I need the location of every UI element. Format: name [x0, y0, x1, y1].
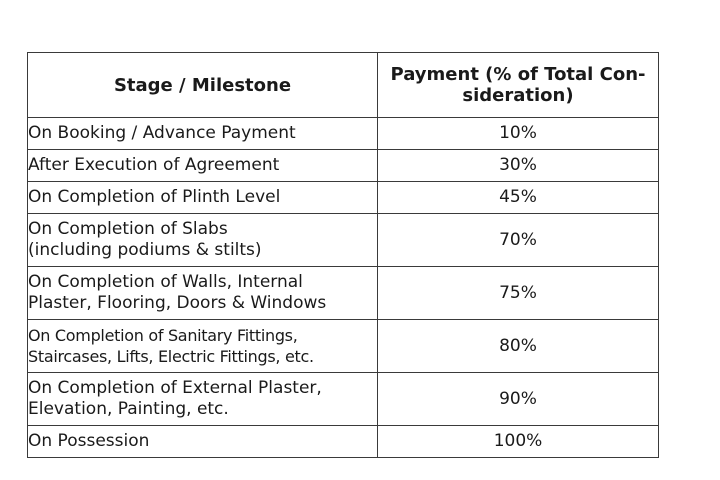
- payment-cell: 30%: [378, 150, 659, 182]
- table-row: [28, 118, 659, 150]
- table-row: [28, 426, 659, 458]
- table-row: [28, 214, 659, 267]
- table-row: [28, 182, 659, 214]
- payment-cell: 10%: [378, 118, 659, 150]
- stage-cell: After Execution of Agreement: [28, 150, 378, 182]
- payment-cell: 75%: [378, 267, 659, 320]
- payment-cell: 70%: [378, 214, 659, 267]
- stage-cell: On Completion of Slabs (including podiums & stilts): [28, 214, 378, 267]
- stage-cell: On Completion of External Plaster, Elevation, Painting, etc.: [28, 373, 378, 426]
- table-row: [28, 150, 659, 182]
- header-payment: Payment (% of Total Con- sideration): [378, 53, 659, 118]
- table-row: [28, 320, 659, 373]
- payment-cell: 100%: [378, 426, 659, 458]
- payment-schedule-table: [27, 52, 659, 458]
- header-row: [28, 53, 659, 118]
- stage-cell: On Possession: [28, 426, 378, 458]
- payment-cell: 80%: [378, 320, 659, 373]
- stage-cell: On Completion of Walls, Internal Plaster, Flooring, Doors & Windows: [28, 267, 378, 320]
- header-stage: Stage / Milestone: [28, 53, 378, 118]
- table-row: [28, 267, 659, 320]
- payment-cell: 45%: [378, 182, 659, 214]
- stage-cell: On Booking / Advance Payment: [28, 118, 378, 150]
- payment-cell: 90%: [378, 373, 659, 426]
- table-row: [28, 373, 659, 426]
- stage-cell: On Completion of Plinth Level: [28, 182, 378, 214]
- stage-cell: On Completion of Sanitary Fittings, Staircases, Lifts, Electric Fittings, etc.: [28, 320, 378, 373]
